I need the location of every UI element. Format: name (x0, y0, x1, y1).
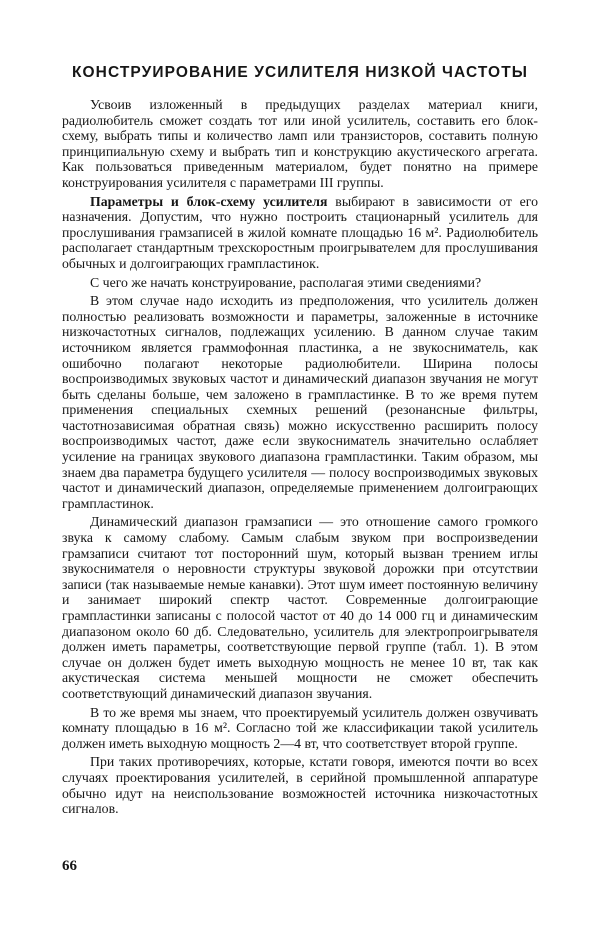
paragraph-question-text: С чего же начать конструирование, располагая этими сведениями? (90, 274, 482, 290)
paragraph-lead-heading: Параметры и блок-схему усилителя (90, 193, 328, 209)
section-title: КОНСТРУИРОВАНИЕ УСИЛИТЕЛЯ НИЗКОЙ ЧАСТОТЫ (71, 64, 529, 81)
paragraph-room (62, 705, 538, 752)
paragraph-conclusion-text: При таких противоречиях, которые, кстати говоря, имеются почти во всех случаях проектирования усилителей, в серийной промышленной аппаратуре обычно идут на неиспользование возможностей источника низкочастотных сигналов. (62, 754, 538, 817)
paragraph-source (62, 293, 538, 511)
paragraph-intro (62, 97, 538, 191)
paragraph-conclusion (62, 754, 538, 816)
paragraph-dynamic-range-text: Динамический диапазон грамзаписи — это отношение самого громкого звука к самому слабому. Самым слабым звуком при воспроизведении грамзаписи считают тот посторонний шум, который вызван трением иглы звукоснимателя о неровности структуры звуковой дорожки при отсутствии записи (так называемые немые канавки). Этот шум имеет постоянную величину и занимает широкий спектр частот. Современные долгоиграющие грампластинки записаны с полосой частот от 40 до 14 000 гц и динамическим диапазоном около 60 дб. Следовательно, усилитель для электропроигрывателя должен иметь параметры, соответствующие первой группе (табл. 1). В этом случае он должен будет иметь выходную мощность не менее 10 вт, так как акустическая система меньшей мощности не сможет обеспечить соответствующий динамический диапазон звучания. (62, 514, 538, 701)
paragraph-intro-text: Усвоив изложенный в предыдущих разделах материал книги, радиолюбитель сможет создать тот или иной усилитель, составить его блок-схему, выбрать типы и количество ламп или транзисторов, составить полную принципиальную схему и выбрать тип и конструкцию акустического агрегата. Как пользоваться приведенным материалом, будет понятно на примере конструирования усилителя с параметрами III группы. (62, 97, 538, 190)
paragraph-room-text: В то же время мы знаем, что проектируемый усилитель должен озвучивать комнату площадью в 16 м². Согласно той же классификации такой усилитель должен иметь выходную мощность 2—4 вт, что соответствует второй группе. (62, 704, 538, 751)
paragraph-parameters-text: выбирают в зависимости от его назначения. Допустим, что нужно построить стационарный усилитель для прослушивания грамзаписей в жилой комнате площадью 16 м². Радиолюбитель располагает стандартным трехскоростным проигрывателем для прослушивания обычных и долгоиграющих грампластинок. (62, 193, 538, 271)
body-text (62, 97, 538, 820)
paragraph-source-text: В этом случае надо исходить из предположения, что усилитель должен полностью реализовать возможности и параметры, заложенные в источнике низкочастотных сигналов, подлежащих усилению. В данном случае таким источником является граммофонная пластинка, а не звукосниматель, как ошибочно полагают некоторые радиолюбители. Ширина полосы воспроизводимых звуковых частот и динамический диапазон звучания не могут быть сделаны больше, чем заложено в грампластинке. В то же время путем применения специальных схемных решений (резонансные фильтры, частотнозависимая обратная связь) можно искусственно расширить полосу воспроизводимых частот, даже если звукосниматель значительно ослабляет усиление на границах звукового диапазона грампластинки. Таким образом, мы знаем два параметра будущего усилителя — полосу воспроизводимых звуковых частот и динамический диапазон, определяемые применением долгоиграющих грампластинок. (62, 293, 538, 511)
page-number: 66 (62, 858, 77, 874)
paragraph-parameters (62, 194, 538, 272)
paragraph-dynamic-range (62, 514, 538, 701)
paragraph-question (62, 275, 538, 291)
